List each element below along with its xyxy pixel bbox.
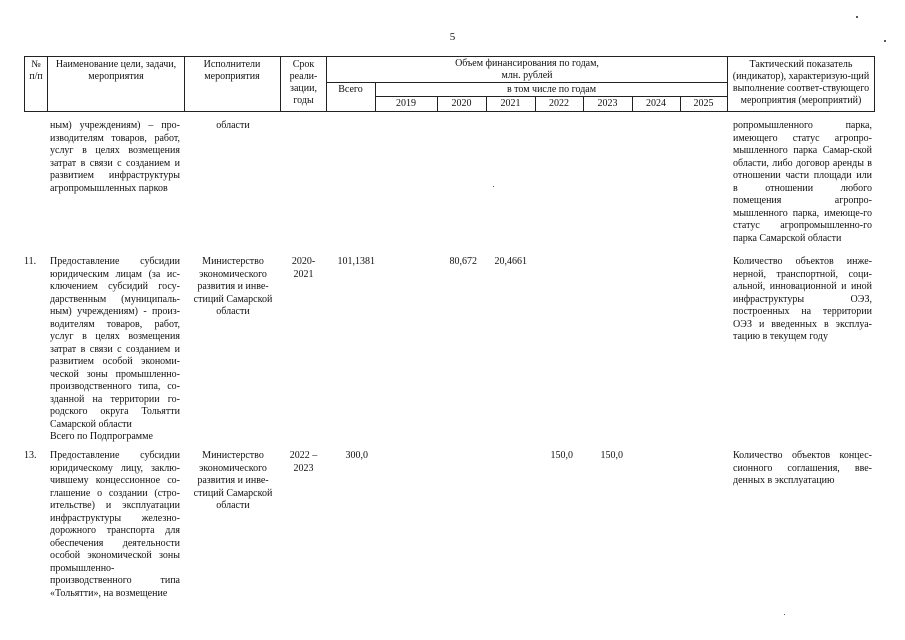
row-indicator: ропромышленного парка, имеющего статус агропро-мышленного парка Самар-ской области, либо договор аренды в отношении части площади или в отношении любого помещения агропро-мышленного парка, имеюще-го статус агропромышленно-го парка Самарской области — [733, 120, 872, 244]
row-executors: Министерство экономического развития и инве-стиций Самарской области — [193, 256, 273, 317]
header-year-2025: 2025 — [693, 98, 714, 109]
row-number: 13. — [24, 450, 37, 461]
row-indicator: Количество объектов концес-сионного соглашения, вве-денных в эксплуатацию — [733, 450, 872, 486]
header-year-2023: 2023 — [597, 98, 618, 109]
row-total: 101,1381 — [337, 256, 375, 267]
header-year-2022: 2022 — [549, 98, 569, 109]
header-term: Срок реали- зации, годы — [289, 59, 318, 106]
row-name: Предоставление субсидии юридическим лицам (за ис-ключением субсидий госу-дарственным (муниципаль-ным) учреждениям) - произ-водителям товаров, работ, услуг в целях возмещения затрат в связи с созданием и развитием особой экономи-ческой зоны промышленно-производственного типа, со-зданной на территории го-родского округа Тольятти Самарской области — [50, 256, 180, 430]
page-number: 5 — [449, 31, 456, 43]
scan-speck — [856, 16, 858, 18]
header-total: Всего — [338, 84, 363, 95]
header-indicator: Тактический показатель (индикатор), характеризую-щий выполнение соответ-ствующего мероприятия (мероприятий) — [732, 59, 870, 106]
row-subprogram-total-label: Всего по Подпрограмме — [50, 431, 153, 442]
row-name: Предоставление субсидии юридическому лицу, заклю-чившему концессионное со-глашение о создании (стро-ительстве) и эксплуатации инфраструктуры железно-дорожного транспорта для обеспечения деятельности особой экономической зоны промышленно-производственного типа «Тольятти», на возмещение — [50, 450, 180, 599]
row-number: 11. — [24, 256, 37, 267]
row-executors: Министерство экономического развития и инве-стиций Самарской области — [193, 450, 273, 511]
row-term: 2020- 2021 — [291, 256, 316, 280]
row-total: 300,0 — [345, 450, 368, 461]
header-year-2019: 2019 — [396, 98, 416, 109]
row-year-2021: 20,4661 — [494, 256, 527, 267]
header-year-2020: 2020 — [451, 98, 472, 109]
row-year-2022: 150,0 — [550, 450, 573, 461]
row-year-2020: 80,672 — [449, 256, 477, 267]
header-executors: Исполнители мероприятия — [203, 59, 261, 82]
scan-speck — [884, 40, 886, 42]
header-by-years: в том числе по годам — [506, 84, 597, 95]
header-year-2024: 2024 — [646, 98, 666, 109]
scan-speck — [784, 614, 785, 615]
header-year-2021: 2021 — [500, 98, 521, 109]
header-name: Наименование цели, задачи, мероприятия — [55, 59, 177, 82]
row-term: 2022 – 2023 — [289, 450, 318, 474]
header-funding-title: Объем финансирования по годам, млн. рублей — [455, 58, 599, 81]
scan-speck — [493, 186, 494, 187]
row-indicator: Количество объектов инже-нерной, транспортной, соци-альной, инновационной и иной инфраструктуры ОЭЗ, построенных на территории ОЭЗ и введенных в эксплуа-тацию в текущем году — [733, 256, 872, 342]
header-num: № п/п — [29, 59, 43, 82]
row-year-2023: 150,0 — [600, 450, 623, 461]
row-name: ным) учреждениям) – про-изводителям товаров, работ, услуг в целях возмещения затрат в связи с созданием и развитием инфраструктуры агропромышленных парков — [50, 120, 180, 194]
row-executors: области — [216, 120, 250, 131]
